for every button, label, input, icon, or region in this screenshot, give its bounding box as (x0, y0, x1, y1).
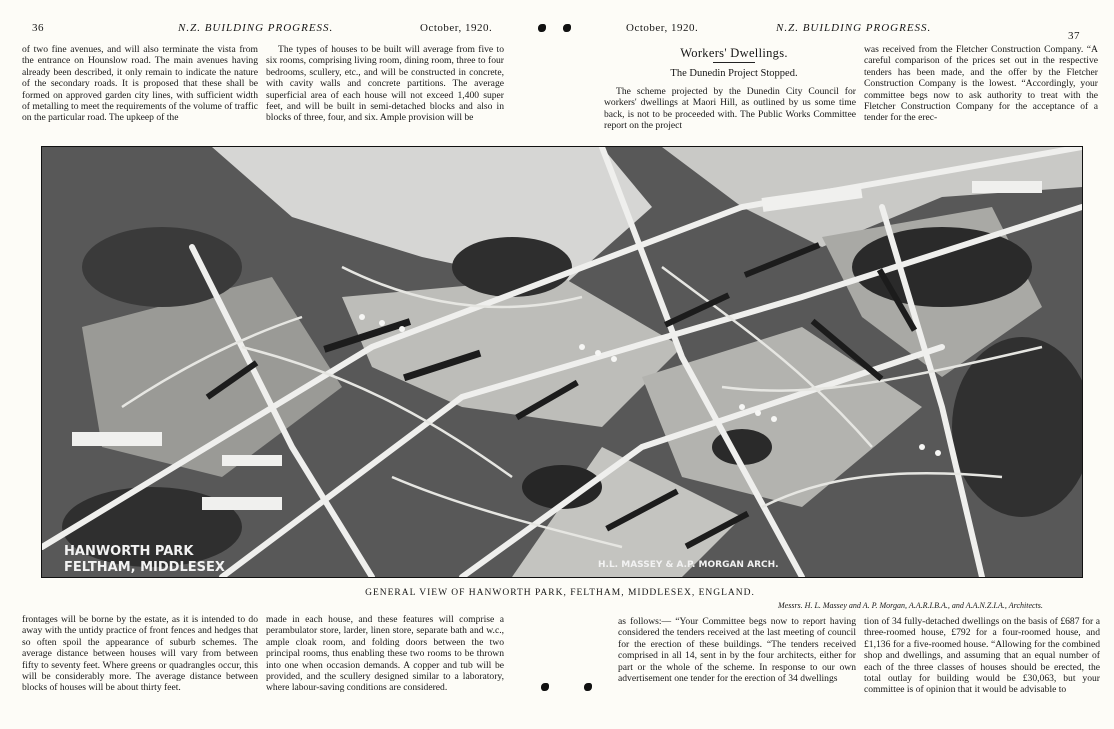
left-column-2-top: The types of houses to be built will average from five to six rooms, comprising living room, dining room, three to four bedrooms, scullery, etc., and will be constructed in concrete, with cavity walls and concrete partitions. The average superficial area of each house will not exceed 1,400 super feet, and will be built in semi-detached blocks and also in blocks of three, four, and six. Ample provision will be (266, 44, 504, 124)
figure-caption: GENERAL VIEW OF HANWORTH PARK, FELTHAM, MIDDLESEX, ENGLAND. (365, 588, 755, 598)
aerial-view-drawing (42, 147, 1082, 577)
left-page-number: 36 (32, 22, 44, 34)
map-title-line1: HANWORTH PARK (64, 544, 194, 559)
figure-credit: Messrs. H. L. Massey and A. P. Morgan, A.A.R.I.B.A., and A.A.N.Z.I.A., Architects. (778, 601, 1043, 610)
binding-mark (584, 683, 592, 691)
right-page-number: 37 (1068, 30, 1080, 42)
binding-mark (563, 24, 571, 32)
right-column-2-top: was received from the Fletcher Construction Company. “A careful comparison of the prices set out in the respective tenders has been made, and the offer by the Fletcher Construction Company is the lowest. “Accordingly, your committee begs now to ask authority to treat with the Fletcher Construction Company for the acceptance of a tender for the erec- (864, 44, 1098, 124)
left-journal-title: N.Z. BUILDING PROGRESS. (178, 22, 334, 34)
right-issue-date: October, 1920. (626, 22, 699, 34)
left-issue-date: October, 1920. (420, 22, 493, 34)
aerial-view-image (41, 146, 1083, 578)
binding-mark (541, 683, 549, 691)
article-heading: Workers' Dwellings. (680, 46, 788, 60)
map-signature: H.L. MASSEY & A.P. MORGAN ARCH. (598, 560, 779, 570)
binding-mark (538, 24, 546, 32)
article-subheading: The Dunedin Project Stopped. (670, 68, 798, 79)
right-column-1-bottom: as follows:— “Your Committee begs now to report having considered the tenders received at the last meeting of council for the erection of these buildings. “The tenders received comprised in all 14, sent in by the four architects, either for part or the whole of the scheme. In response to our own advertisement one tender for the erection of 34 dwellings (618, 616, 856, 685)
map-title-line2: FELTHAM, MIDDLESEX (64, 560, 225, 575)
heading-divider (713, 62, 755, 63)
left-column-1-bottom: frontages will be borne by the estate, as it is intended to do away with the untidy practice of front fences and hedges that so often spoil the appearance of suburb schemes. The average distance between houses will vary from between fifty to seventy feet. Where greens or quadrangles occur, this will be considerably more. The average distance between blocks of houses will be about thirty feet. (22, 614, 258, 694)
right-column-2-bottom: tion of 34 fully-detached dwellings on the basis of £687 for a three-roomed house, £792 for a four-roomed house, and £1,136 for a five-roomed house. “Allowing for the combined shop and dwellings, and assuming that an equal number of each of the three classes of houses should be erected, the total outlay for building would be £30,063, but your committee is of opinion that it would be advisable to (864, 616, 1100, 696)
left-column-1-top: of two fine avenues, and will also terminate the vista from the entrance on Hounslow road. The main avenues having already been described, it only remain to indicate the nature of the secondary roads. It is proposed that these shall be formed on approved garden city lines, with sufficient width of metalling to meet the requirements of the volume of traffic on the particular road. The upkeep of the (22, 44, 258, 124)
right-journal-title: N.Z. BUILDING PROGRESS. (776, 22, 932, 34)
left-column-2-bottom: made in each house, and these features will comprise a perambulator store, larder, linen store, separate bath and w.c., ample cloak room, and folding doors between the two principal rooms, thus enabling these two rooms to be thrown into one when occasion demands. A copper and tub will be provided, and the scullery designed similar to a laboratory, where labour-saving conditions are considered. (266, 614, 504, 694)
right-column-1-top: The scheme projected by the Dunedin City Council for workers' dwellings at Maori Hill, as outlined by us some time back, is not to be proceeded with. The Public Works Committee report on the project (604, 86, 856, 132)
